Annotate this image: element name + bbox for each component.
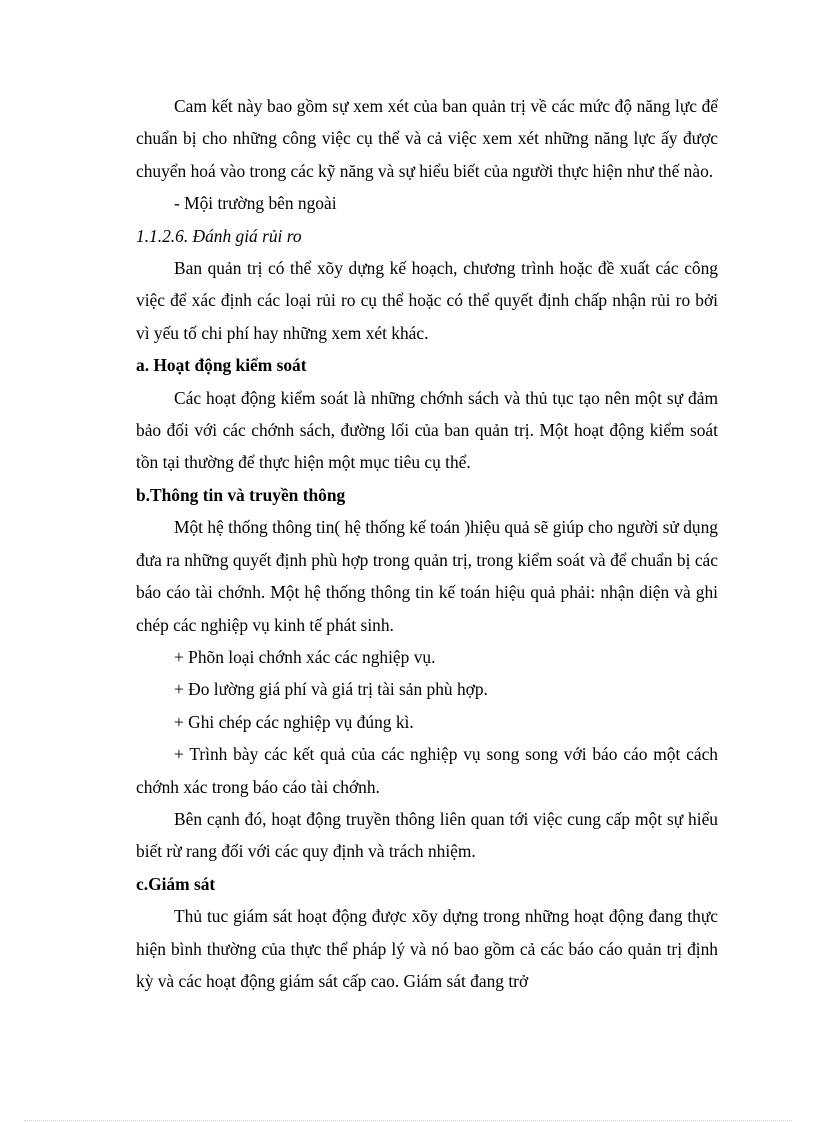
document-body [136,90,718,997]
subheading-risk-assessment: 1.1.2.6. Đánh giá rủi ro [136,225,302,246]
list-item-recording: + Ghi chép các nghiệp vụ đúng kì. [174,711,414,732]
paragraph-information-system: Một hệ thống thông tin( hệ thống kế toán )hiệu quả sẽ giúp cho người sử dụng đưa ra những quyết định phù hợp trong quản trị, trong kiểm soát và để chuẩn bị các báo cáo tài chớnh. Một hệ thống thông tin kế toán hiệu quả phải: nhận diện và ghi chép các nghiệp vụ kinh tế phát sinh. [136,517,718,635]
paragraph-communication: Bên cạnh đó, hoạt động truyền thông liên quan tới việc cung cấp một sự hiểu biết rừ rang đối với các quy định và trách nhiệm. [136,808,718,862]
list-item-presentation: + Trình bày các kết quả của các nghiệp vụ song song với báo cáo một cách chớnh xác trong báo cáo tài chớnh. [136,744,718,797]
heading-control-activities: a. Hoạt động kiểm soát [136,355,307,376]
paragraph-external-environment: - Mội trường bên ngoài [174,193,337,214]
list-item-classification: + Phõn loại chớnh xác các nghiệp vụ. [174,646,436,667]
heading-monitoring: c.Giám sát [136,873,216,894]
list-item-measurement: + Đo lường giá phí và giá trị tài sản phù hợp. [174,679,488,700]
heading-information-communication: b.Thông tin và truyền thông [136,484,346,505]
paragraph-monitoring: Thủ tuc giám sát hoạt động được xõy dựng trong những hoạt động đang thực hiện bình thường của thực thể pháp lý và nó bao gồm cả các báo cáo quản trị định kỳ và các hoạt động giám sát cấp cao. Giám sát đang trở [136,906,718,991]
footer-divider [24,1120,792,1121]
paragraph-commitment: Cam kết này bao gồm sự xem xét của ban quản trị về các mức độ năng lực để chuẩn bị cho những công việc cụ thể và cả việc xem xét những năng lực ấy được chuyển hoá vào trong các kỹ năng và sự hiểu biết của người thực hiện như thế nào. [136,96,718,181]
paragraph-control-activities: Các hoạt động kiểm soát là những chớnh sách và thủ tục tạo nên một sự đảm bảo đối với các chớnh sách, đường lối của ban quản trị. Một hoạt động kiểm soát tồn tại thường để thực hiện một mục tiêu cụ thể. [136,387,718,473]
paragraph-risk-assessment: Ban quản trị có thể xõy dựng kế hoạch, chương trình hoặc đề xuất các công việc để xác định các loại rủi ro cụ thể hoặc có thể quyết định chấp nhận rủi ro bởi vì yếu tố chi phí hay những xem xét khác. [136,258,718,343]
